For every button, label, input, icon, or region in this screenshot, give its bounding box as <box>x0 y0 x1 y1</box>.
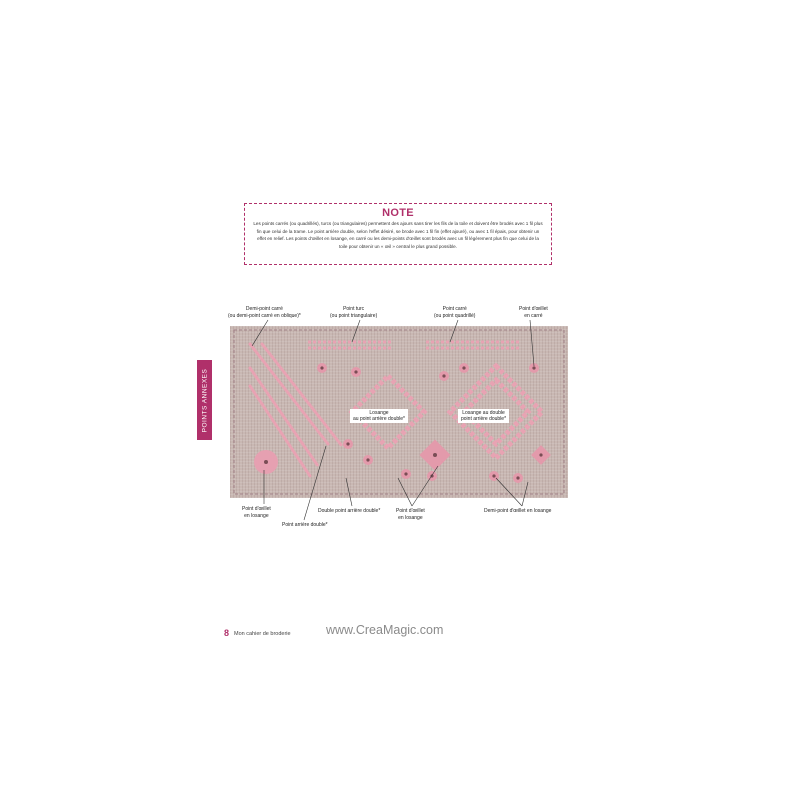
label-losange-arriere-double: Losange au point arrière double* <box>350 409 408 423</box>
note-text: Les points carrés (ou quadrillés), turcs (ou triangulaires) permettent des ajours sans tirer les fils de la toile et doivent être brodés avec 1 fil plus fin que celui de la trame. Le point arrière double, selon l'effet désiré, se brode avec 1 fil fin (effet ajouré), ou avec 1 fil épais, pour obtenir un effet en relief. Les points d'œillet en losange, en carré ou les demi-points d'œillet sont brodés avec un fil légèrement plus fin que celui de la toile pour obtenir un « œil » central le plus grand possible. <box>253 221 543 249</box>
label-demi-point-carre: Demi-point carré (ou demi-point carré en oblique)* <box>228 306 301 319</box>
label-double-point-arriere-double: Double point arrière double* <box>318 508 381 514</box>
section-tab-label: POINTS ANNEXES <box>201 368 208 432</box>
section-tab <box>197 360 212 440</box>
label-demi-point-oeillet-losange: Demi-point d'œillet en losange <box>484 508 552 514</box>
watermark: www.CreaMagic.com <box>326 623 444 637</box>
page-number: 8 <box>224 628 230 638</box>
label-point-oeillet-carre: Point d'œillet en carré <box>519 306 548 319</box>
label-point-turc: Point turc (ou point triangulaire) <box>330 306 378 319</box>
note-box <box>244 203 552 265</box>
label-point-oeillet-losange-center: Point d'œillet en losange <box>396 508 425 521</box>
note-title: NOTE <box>382 207 414 219</box>
label-losange-double-arriere-double: Losange au double point arrière double* <box>458 409 509 423</box>
label-point-carre: Point carré (ou point quadrillé) <box>434 306 476 319</box>
label-point-oeillet-losange-left: Point d'œillet en losange <box>242 506 271 519</box>
embroidery-photo <box>230 326 568 498</box>
label-point-arriere-double: Point arrière double* <box>282 522 328 528</box>
book-title: Mon cahier de broderie <box>234 631 291 637</box>
